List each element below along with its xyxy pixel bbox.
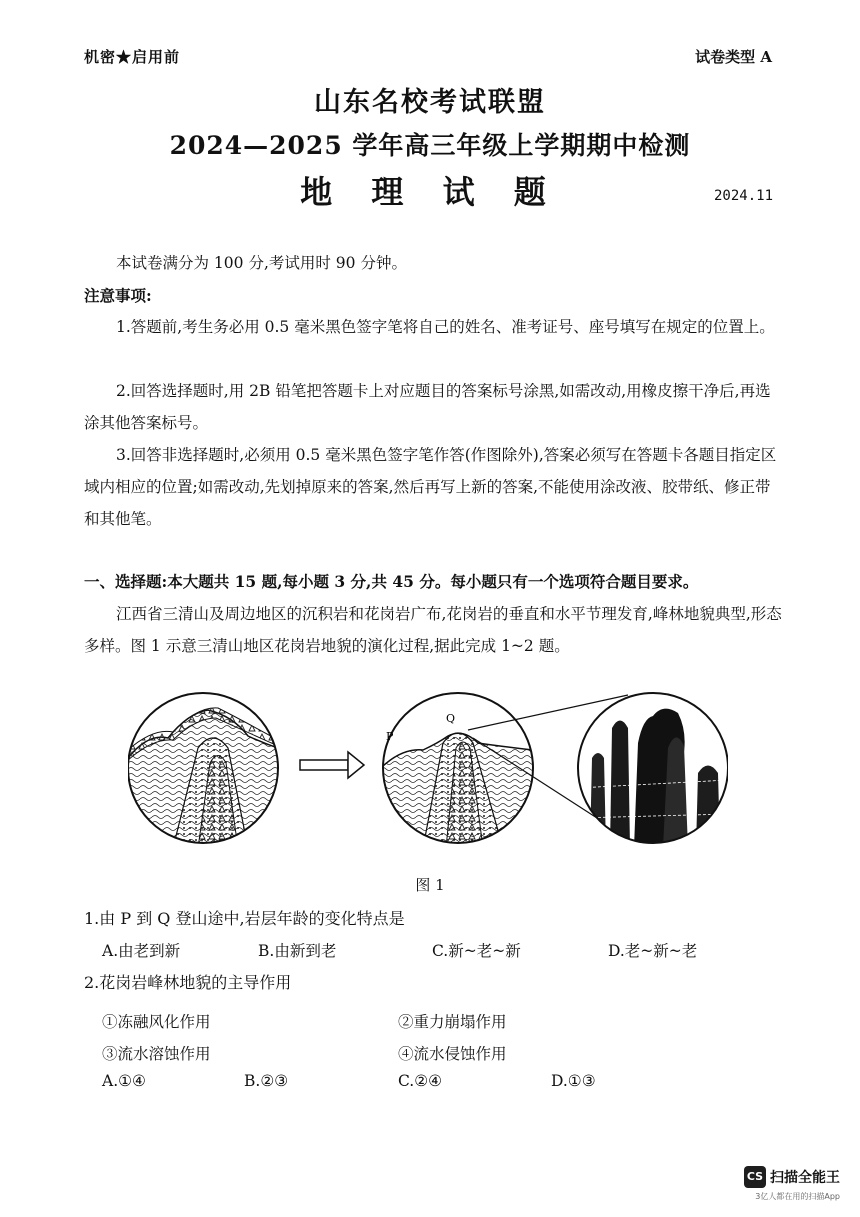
figure-caption: 图 1 — [415, 876, 445, 894]
subject-title: 地 理 试 题 — [300, 173, 560, 211]
q2-statement-2: ②重力崩塌作用 — [398, 1013, 507, 1031]
q1-option-b[interactable]: B.由新到老 — [258, 942, 337, 960]
q2-statement-1: ①冻融风化作用 — [102, 1013, 211, 1031]
intro-text: 本试卷满分为 100 分,考试用时 90 分钟。 — [116, 254, 407, 272]
q1-option-a[interactable]: A.由老到新 — [102, 942, 181, 960]
scanner-app-name: 扫描全能王 — [770, 1170, 840, 1186]
arrow-icon — [300, 752, 364, 778]
notice-heading: 注意事项: — [84, 286, 152, 305]
stage-2-circle — [383, 688, 533, 848]
scanner-watermark — [744, 1166, 840, 1202]
exam-date: 2024.11 — [714, 188, 774, 204]
label-q: Q — [446, 712, 456, 725]
q2-statement-3: ③流水溶蚀作用 — [102, 1045, 211, 1063]
stage-1-circle — [128, 688, 278, 848]
notice-item-2: 2.回答选择题时,用 2B 铅笔把答题卡上对应题目的答案标号涂黑,如需改动,用橡皮擦干净后,再选涂其他答案标号。 — [84, 382, 771, 432]
q2-option-c[interactable]: C.②④ — [398, 1072, 443, 1090]
scanner-tagline: 3亿人都在用的扫描App — [755, 1192, 840, 1201]
figure-1 — [128, 688, 728, 848]
q2-option-d[interactable]: D.①③ — [551, 1072, 596, 1090]
passage-text: 江西省三清山及周边地区的沉积岩和花岗岩广布,花岗岩的垂直和水平节理发育,峰林地貌典型,形态多样。图 1 示意三清山地区花岗岩地貌的演化过程,据此完成 1~2 题。 — [84, 605, 782, 655]
q2-statement-4: ④流水侵蚀作用 — [398, 1045, 507, 1063]
confidential-label: 机密★启用前 — [84, 48, 181, 66]
notice-item-1: 1.答题前,考生务必用 0.5 毫米黑色签字笔将自己的姓名、准考证号、座号填写在规定的位置上。 — [116, 318, 775, 336]
q1-option-d[interactable]: D.老~新~老 — [608, 942, 698, 960]
figure-1-drawing — [128, 688, 728, 848]
org-title: 山东名校考试联盟 — [314, 87, 546, 118]
scanner-logo-icon: CS — [744, 1166, 766, 1188]
q2-option-a[interactable]: A.①④ — [102, 1072, 146, 1090]
section-heading: 一、选择题:本大题共 15 题,每小题 3 分,共 45 分。每小题只有一个选项符合题目要求。 — [84, 572, 699, 591]
stage-3-pillars — [578, 688, 728, 848]
term-title: 2024—2025 学年高三年级上学期期中检测 — [169, 131, 691, 160]
q1-option-c[interactable]: C.新~老~新 — [432, 942, 521, 960]
label-p: P — [386, 730, 394, 743]
q2-option-b[interactable]: B.②③ — [244, 1072, 289, 1090]
notice-item-3: 3.回答非选择题时,必须用 0.5 毫米黑色签字笔作答(作图除外),答案必须写在答题卡各题目指定区域内相应的位置;如需改动,先划掉原来的答案,然后再写上新的答案,不能使用涂改液、胶带纸、修正带和其他笔。 — [84, 446, 777, 528]
paper-type-label: 试卷类型 A — [695, 48, 772, 66]
question-2-stem: 2.花岗岩峰林地貌的主导作用 — [84, 973, 292, 992]
question-1-stem: 1.由 P 到 Q 登山途中,岩层年龄的变化特点是 — [84, 909, 405, 928]
